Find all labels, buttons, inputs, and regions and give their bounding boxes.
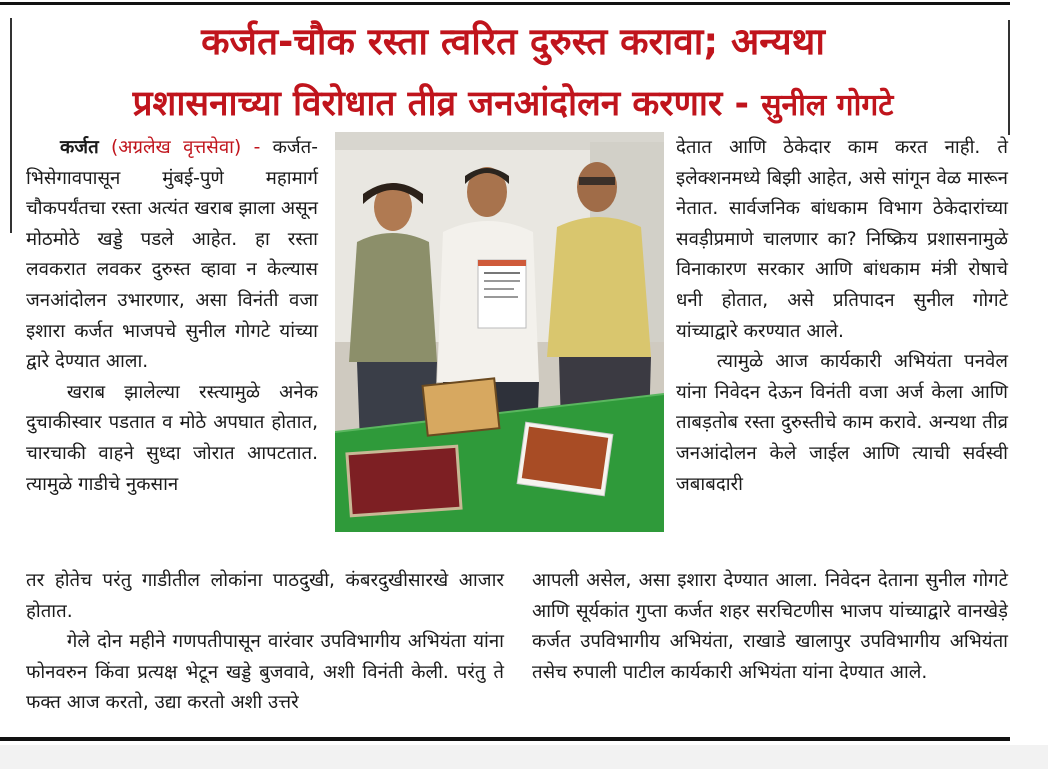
article-column-left-lower xyxy=(26,566,504,719)
paragraph-3: गेले दोन महीने गणपतीपासून वारंवार उपविभागीय अभियंता यांना फोनवरुन किंवा प्रत्यक्ष भेटून खड्डे बुजवावे, अशी विनंती केली. परंतु ते फक्त आज करतो, उद्या करतो अशी उत्तरे xyxy=(26,631,504,714)
headline-line-2-text: प्रशासनाच्या विरोधात तीव्र जनआंदोलन करणार - xyxy=(132,84,750,124)
paragraph-4: देतात आणि ठेकेदार काम करत नाही. ते इलेक्शनमध्ये बिझी आहेत, असे सांगून वेळ मारून नेतात. सार्वजनिक बांधकाम विभाग ठेकेदारांच्या सवड़ीप्रमाणे चालणार का? निष्क्रिय प्रशासनामुळे विनाकारण सरकार आणि बांधकाम मंत्री रोषाचे धनी होतात, असे प्रतिपादन सुनील गोगटे यांच्याद्वारे करण्यात आले. xyxy=(676,137,1008,342)
headline-byline-name: सुनील गोगटे xyxy=(761,88,894,123)
headline-line-2 xyxy=(18,74,1008,136)
paragraph-2-continued: तर होतेच परंतु गाडीतील लोकांना पाठदुखी, कंबरदुखीसारखे आजार होतात. xyxy=(26,570,504,622)
paragraph-5: त्यामुळे आज कार्यकारी अभियंता पनवेल यांना निवेदन देऊन विनंती वजा अर्ज केला आणि ताबड़तोब रस्ता दुरुस्तीचे काम करावे. अन्यथा तीव्र जनआंदोलन केले जाईल आणि त्याची सर्वस्वी जबाबदारी xyxy=(676,351,1008,495)
right-border xyxy=(1008,20,1010,135)
article-column-left xyxy=(26,133,318,500)
paragraph-2: खराब झालेल्या रस्त्यामुळे अनेक दुचाकीस्वार पडतात व मोठे अपघात होतात, चारचाकी वाहने सुध्दा जोरात आपटतात. त्यामुळे गाडीचे नुकसान xyxy=(26,381,318,495)
paragraph-text: कर्जत-भिसेगावपासून मुंबई-पुणे महामार्ग चौकपर्यंतचा रस्ता अत्यंत खराब झाला असून मोठमोठे खड्डे पडले आहेत. हा रस्ता लवकरात लवकर दुरुस्त व्हावा न केल्यास जनआंदोलन उभारणार, असा विनंती वजा इशारा कर्जत भाजपचे सुनील गोगटे यांच्या द्वारे देण्यात आला. xyxy=(26,137,318,373)
news-agency-credit: (अग्रलेख वृत्तसेवा) xyxy=(111,137,242,158)
photo-illustration xyxy=(335,132,664,532)
bottom-margin xyxy=(0,745,1048,769)
paragraph-5-continued: आपली असेल, असा इशारा देण्यात आला. निवेदन देताना सुनील गोगटे आणि सूर्यकांत गुप्ता कर्जत शहर सरचिटणीस भाजप यांच्याद्वारे वानखेड़े कर्जत उपविभागीय अभियंता, राखाडे खालापुर उपविभागीय अभियंता तसेच रुपाली पाटील कार्यकारी अभियंता यांना देण्यात आले. xyxy=(532,570,1008,683)
article-column-right-lower xyxy=(532,566,1008,688)
article-lead-paragraph xyxy=(26,133,318,378)
bottom-rule xyxy=(0,737,1010,741)
news-photo xyxy=(335,132,664,532)
agency-dash: - xyxy=(253,137,261,158)
article-column-right xyxy=(676,133,1008,500)
left-border xyxy=(10,18,12,233)
dateline: कर्जत xyxy=(60,137,99,158)
headline-line-1: कर्जत-चौक रस्ता त्वरित दुरुस्त करावा; अन्यथा xyxy=(201,20,825,63)
top-rule xyxy=(0,2,1010,5)
